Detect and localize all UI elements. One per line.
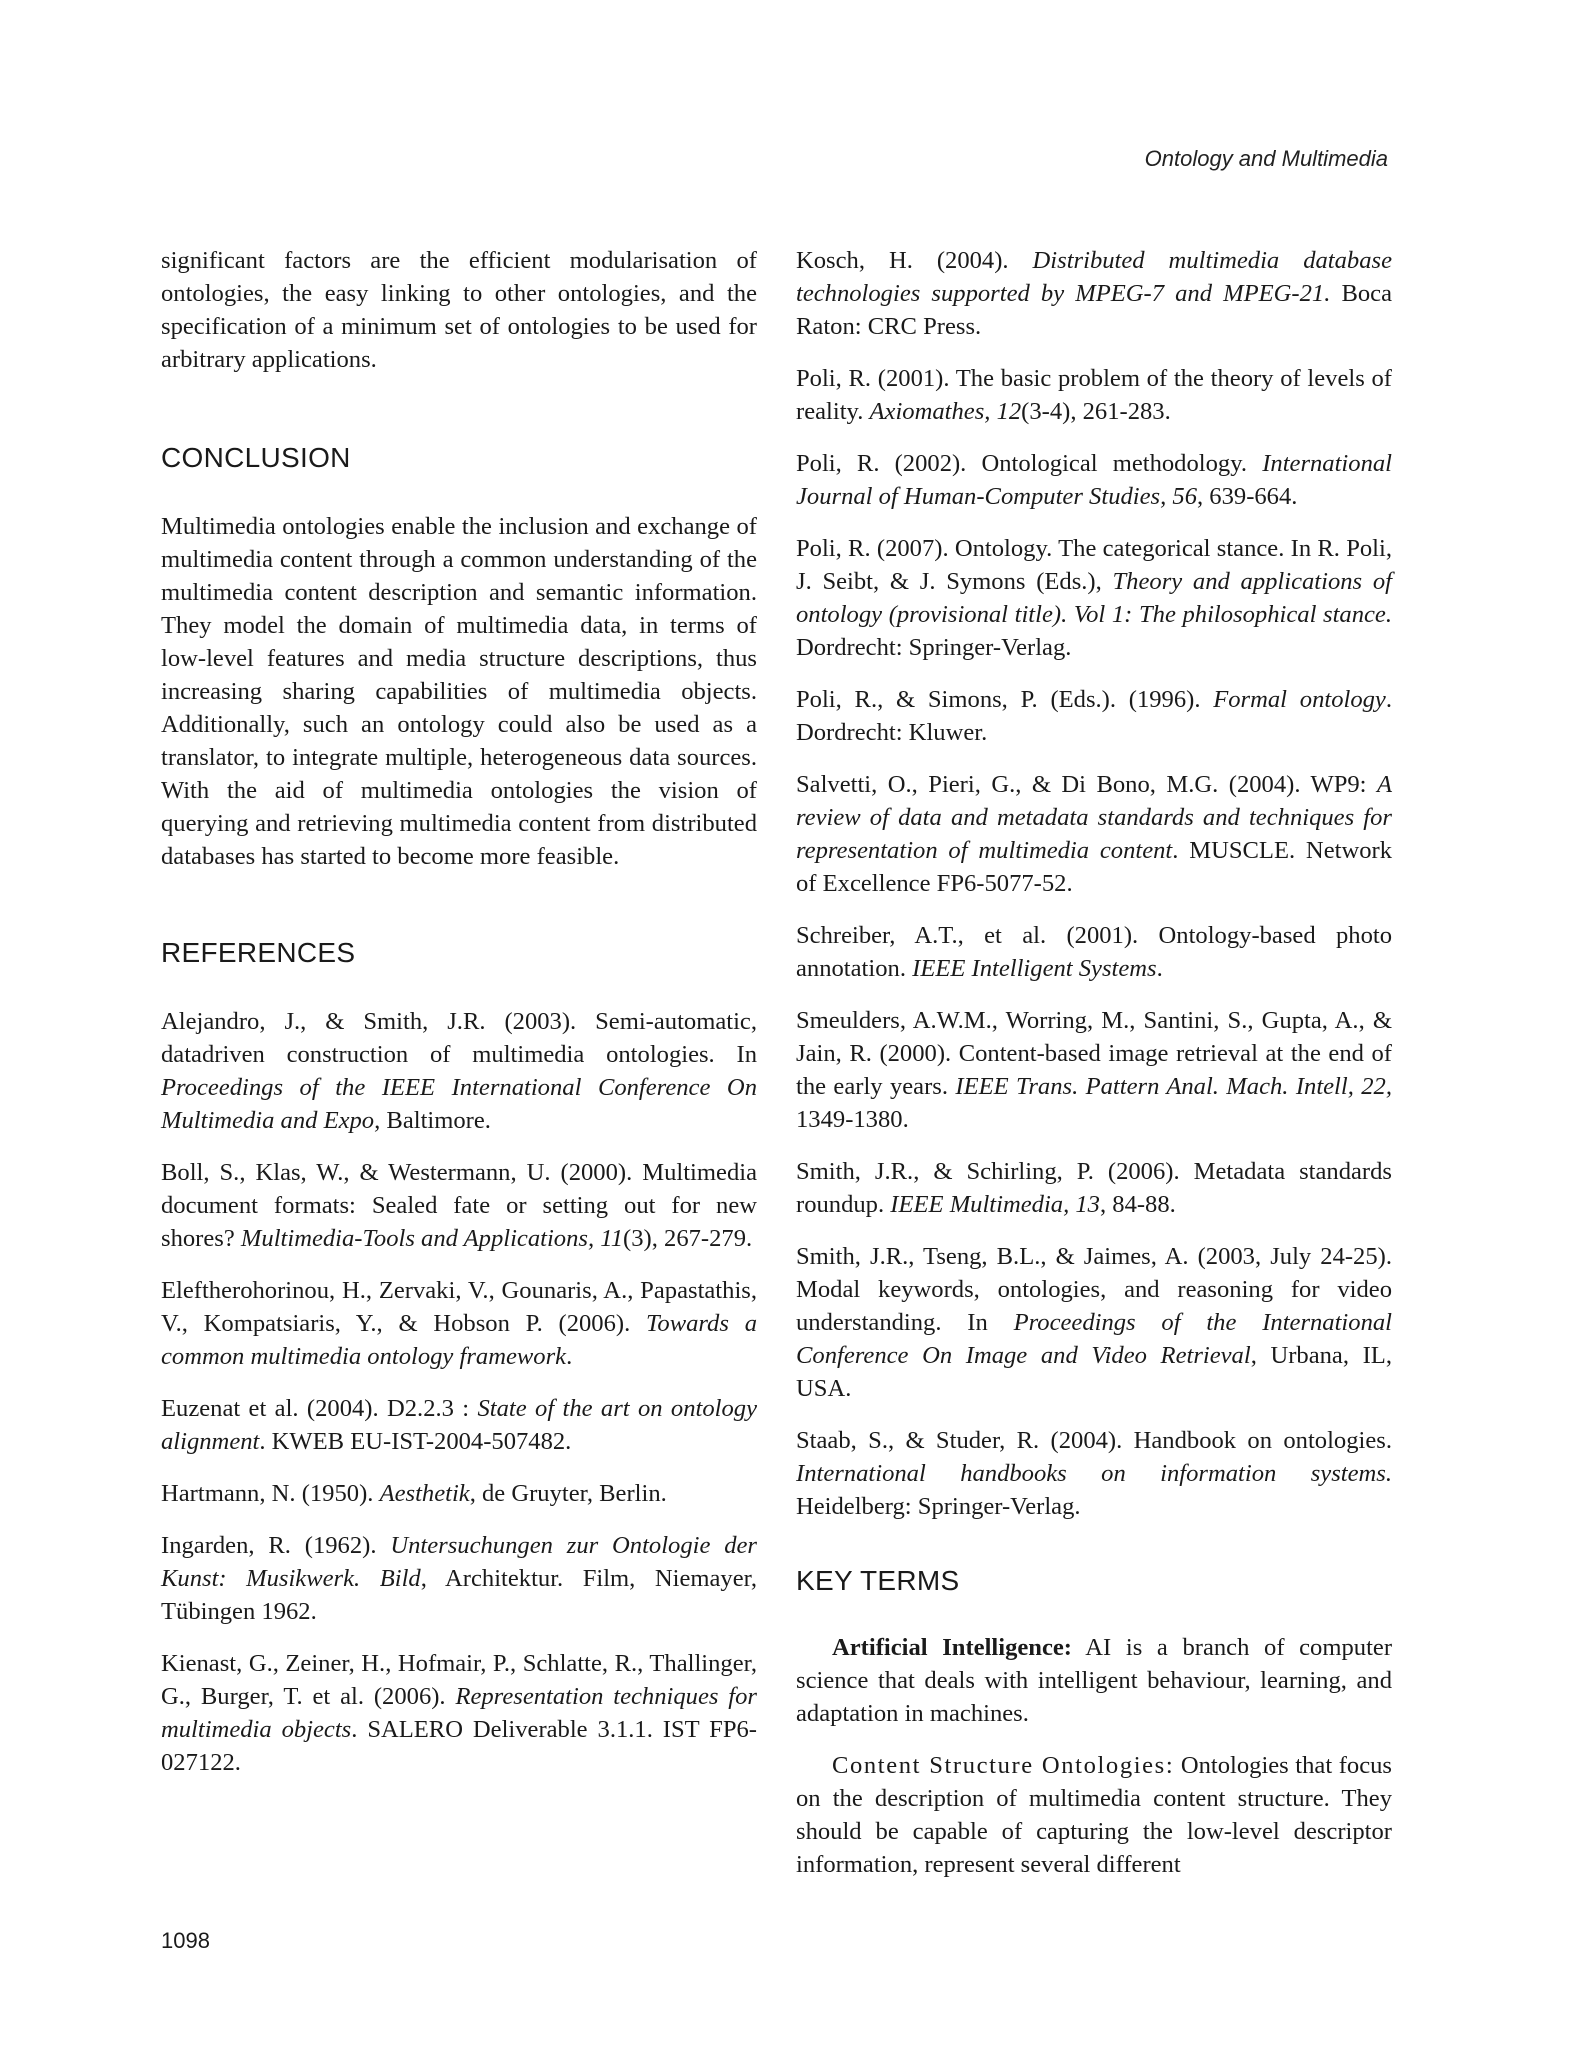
reference-item: Poli, R., & Simons, P. (Eds.). (1996). Formal ontology. Dordrecht: Kluwer. — [796, 686, 1392, 746]
reference-item: Euzenat et al. (2004). D2.2.3 : State of the art on ontology alignment. KWEB EU-IST-2004-507482. — [161, 1395, 757, 1455]
reference-item: Smith, J.R., & Schirling, P. (2006). Metadata standards roundup. IEEE Multimedia, 13, 84-88. — [796, 1158, 1392, 1218]
reference-item: Hartmann, N. (1950). Aesthetik, de Gruyter, Berlin. — [161, 1480, 667, 1507]
reference-item: Poli, R. (2001). The basic problem of the theory of levels of reality. Axiomathes, 12(3-4), 261-283. — [796, 365, 1392, 425]
page-number: 1098 — [161, 1928, 210, 1953]
key-term-label: Content Structure Ontologies: — [832, 1752, 1175, 1779]
key-terms-heading: KEY TERMS — [796, 1565, 960, 1596]
key-term-label: Artificial Intelligence: — [832, 1634, 1073, 1661]
reference-list-left — [161, 1005, 757, 1779]
reference-item: Alejandro, J., & Smith, J.R. (2003). Semi-automatic, datadriven construction of multimedia ontologies. In Proceedings of the IEEE International Conference On Multimedia and Expo, Baltimore. — [161, 1008, 757, 1134]
reference-item: Smith, J.R., Tseng, B.L., & Jaimes, A. (2003, July 24-25). Modal keywords, ontologies, and reasoning for video understanding. In Proceedings of the International Conference On Image and Video Retrieval, Urbana, IL, USA. — [796, 1243, 1392, 1402]
references-heading: REFERENCES — [161, 937, 356, 968]
running-head: Ontology and Multimedia — [1144, 146, 1388, 171]
reference-item: Salvetti, O., Pieri, G., & Di Bono, M.G. (2004). WP9: A review of data and metadata standards and techniques for representation of multimedia content. MUSCLE. Network of Excellence FP6-5077-52. — [796, 771, 1392, 897]
reference-item: Smeulders, A.W.M., Worring, M., Santini, S., Gupta, A., & Jain, R. (2000). Content-based image retrieval at the end of the early years. IEEE Trans. Pattern Anal. Mach. Intell, 22, 1349-1380. — [796, 1007, 1392, 1133]
conclusion-heading: CONCLUSION — [161, 442, 351, 473]
key-term-item: Artificial Intelligence: AI is a branch of computer science that deals with intelligent behaviour, learning, and adaptation in machines. — [796, 1634, 1393, 1727]
reference-item: Ingarden, R. (1962). Untersuchungen zur Ontologie der Kunst: Musikwerk. Bild, Architektur. Film, Niemayer, Tübingen 1962. — [161, 1532, 758, 1625]
reference-item: Poli, R. (2007). Ontology. The categorical stance. In R. Poli, J. Seibt, & J. Symons (Eds.), Theory and applications of ontology (provisional title). Vol 1: The philosophical stance. Dordrecht: Springer-Verlag. — [796, 535, 1392, 661]
reference-item: Boll, S., Klas, W., & Westermann, U. (2000). Multimedia document formats: Sealed fate or setting out for new shores? Multimedia-Tools and Applications, 11(3), 267-279. — [161, 1159, 757, 1252]
intro-paragraph: significant factors are the efficient modularisation of ontologies, the easy linking to other ontologies, and the specification of a minimum set of ontologies to be used for arbitrary applications. — [161, 247, 757, 373]
conclusion-paragraph: Multimedia ontologies enable the inclusion and exchange of multimedia content through a common understanding of the multimedia content description and semantic information. They model the domain of multimedia data, in terms of low-level features and media structure descriptions, thus increasing sharing capabilities of multimedia objects. Additionally, such an ontology could also be used as a translator, to integrate multiple, heterogeneous data sources. With the aid of multimedia ontologies the vision of querying and retrieving multimedia content from distributed databases has started to become more feasible. — [161, 513, 757, 870]
reference-item: Poli, R. (2002). Ontological methodology. International Journal of Human-Computer Studies, 56, 639-664. — [796, 450, 1392, 510]
reference-item: Kosch, H. (2004). Distributed multimedia database technologies supported by MPEG-7 and MPEG-21. Boca Raton: CRC Press. — [796, 247, 1393, 340]
reference-item: Schreiber, A.T., et al. (2001). Ontology-based photo annotation. IEEE Intelligent Systems. — [796, 922, 1392, 982]
key-term-item: Content Structure Ontologies: Ontologies that focus on the description of multimedia content structure. They should be capable of capturing the low-level descriptor information, represent several different — [796, 1752, 1392, 1878]
left-column — [161, 244, 757, 1798]
reference-item: Eleftherohorinou, H., Zervaki, V., Gounaris, A., Papastathis, V., Kompatsiaris, Y., & Hobson P. (2006). Towards a common multimedia ontology framework. — [161, 1277, 757, 1370]
reference-item: Staab, S., & Studer, R. (2004). Handbook on ontologies. International handbooks on information systems. Heidelberg: Springer-Verlag. — [796, 1427, 1392, 1520]
reference-list-right — [796, 244, 1392, 1523]
right-column — [796, 244, 1392, 1900]
reference-item: Kienast, G., Zeiner, H., Hofmair, P., Schlatte, R., Thallinger, G., Burger, T. et al. (2006). Representation techniques for multimedia objects. SALERO Deliverable 3.1.1. IST FP6-027122. — [161, 1650, 757, 1776]
